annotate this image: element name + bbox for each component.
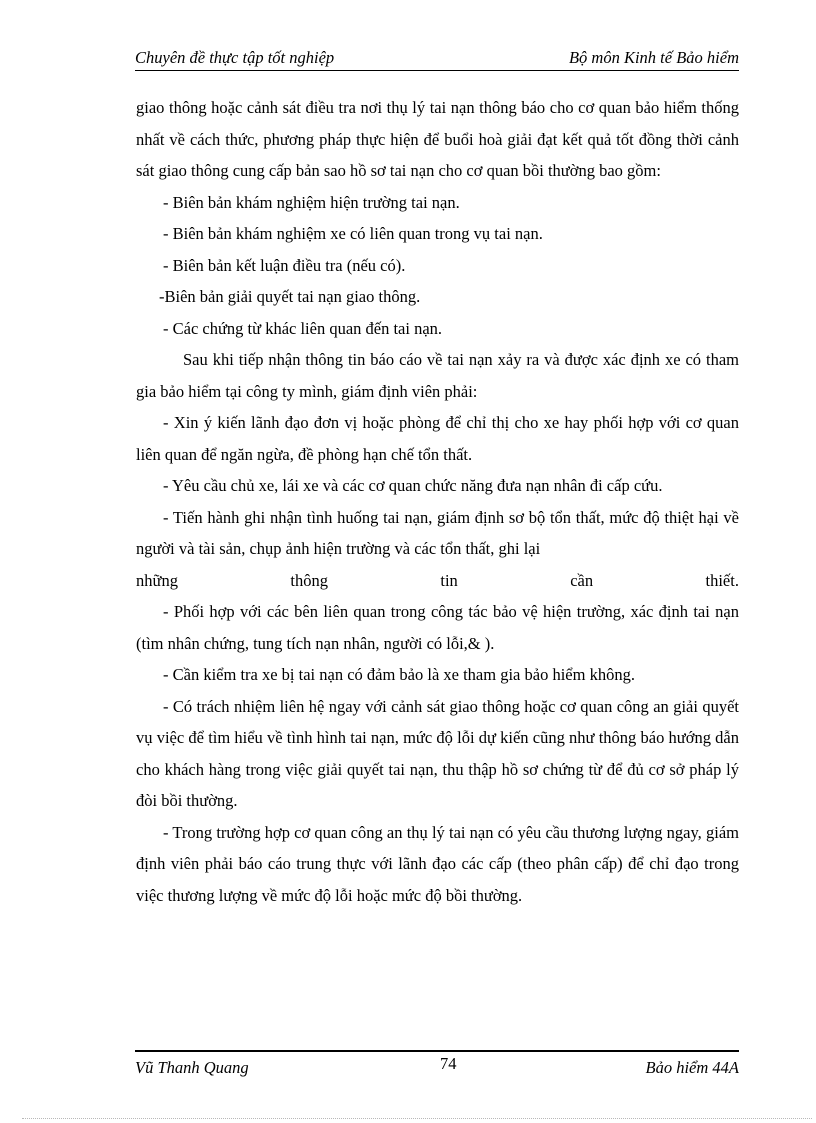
list-item: - Biên bản khám nghiệm hiện trường tai nạn. xyxy=(163,192,460,212)
duty-item: - Có trách nhiệm liên hệ ngay với cảnh sát giao thông hoặc cơ quan công an giải quyết vụ việc để tìm hiểu về tình hình tai nạn, mức độ lỗi dự kiến cũng như thông báo hướng dẫn cho khách hàng trong việc giải quyết tai nạn, thu thập hồ sơ chứng từ để đủ cơ sở pháp lý đòi bồi thường. xyxy=(136,696,739,810)
page-number: 74 xyxy=(440,1054,457,1073)
duty-item: - Xin ý kiến lãnh đạo đơn vị hoặc phòng để chỉ thị cho xe hay phối hợp với cơ quan liên quan để ngăn ngừa, đề phòng hạn chế tổn thất. xyxy=(136,413,739,464)
list-item: -Biên bản giải quyết tai nạn giao thông. xyxy=(159,287,421,306)
paragraph: giao thông hoặc cảnh sát điều tra nơi thụ lý tai nạn thông báo cho cơ quan bảo hiểm thống nhất về cách thức, phương pháp thực hiện để buổi hoà giải đạt kết quả tốt đồng thời cảnh sát giao thông cung cấp bản sao hồ sơ tai nạn cho cơ quan bồi thường bao gồm: xyxy=(136,98,739,180)
document-body xyxy=(136,92,739,911)
page-bottom-divider xyxy=(22,1118,812,1119)
duty-item: - Yêu cầu chủ xe, lái xe và các cơ quan chức năng đưa nạn nhân đi cấp cứu. xyxy=(163,476,663,495)
footer-class: Bảo hiểm 44A xyxy=(645,1058,739,1077)
word: tin xyxy=(440,570,458,590)
footer-author: Vũ Thanh Quang xyxy=(135,1058,249,1077)
duty-item: - Trong trường hợp cơ quan công an thụ lý tai nạn có yêu cầu thương lượng ngay, giám định viên phải báo cáo trung thực với lãnh đạo các cấp (theo phân cấp) để chỉ đạo trong việc thương lượng về mức độ lỗi hoặc mức độ bồi thường. xyxy=(136,822,739,905)
list-item: - Các chứng từ khác liên quan đến tai nạn. xyxy=(163,318,443,338)
word: thông xyxy=(290,570,328,590)
header-department: Bộ môn Kinh tế Bảo hiểm xyxy=(568,48,739,67)
duty-item: - Tiến hành ghi nhận tình huống tai nạn, giám định sơ bộ tổn thất, mức độ thiệt hại về người và tài sản, chụp ảnh hiện trường và các tổn thất, ghi lại xyxy=(136,507,739,558)
page-footer xyxy=(135,1050,739,1080)
list-item: - Biên bản khám nghiệm xe có liên quan trong vụ tai nạn. xyxy=(163,224,543,243)
list-item: - Biên bản kết luận điều tra (nếu có). xyxy=(163,255,406,275)
word: cần xyxy=(570,570,594,590)
duty-item: - Cần kiểm tra xe bị tai nạn có đảm bảo là xe tham gia bảo hiểm không. xyxy=(163,665,635,684)
header-title: Chuyên đề thực tập tốt nghiệp xyxy=(135,48,335,67)
justified-line xyxy=(136,565,739,597)
paragraph: Sau khi tiếp nhận thông tin báo cáo về tai nạn xảy ra và được xác định xe có tham gia bảo hiểm tại công ty mình, giám định viên phải: xyxy=(136,350,739,401)
word: thiết. xyxy=(705,570,739,590)
page-header xyxy=(135,48,739,71)
duty-item: - Phối hợp với các bên liên quan trong công tác bảo vệ hiện trường, xác định tai nạn (tìm nhân chứng, tung tích nạn nhân, người có lỗi,& ). xyxy=(136,602,739,653)
word: những xyxy=(136,570,178,590)
